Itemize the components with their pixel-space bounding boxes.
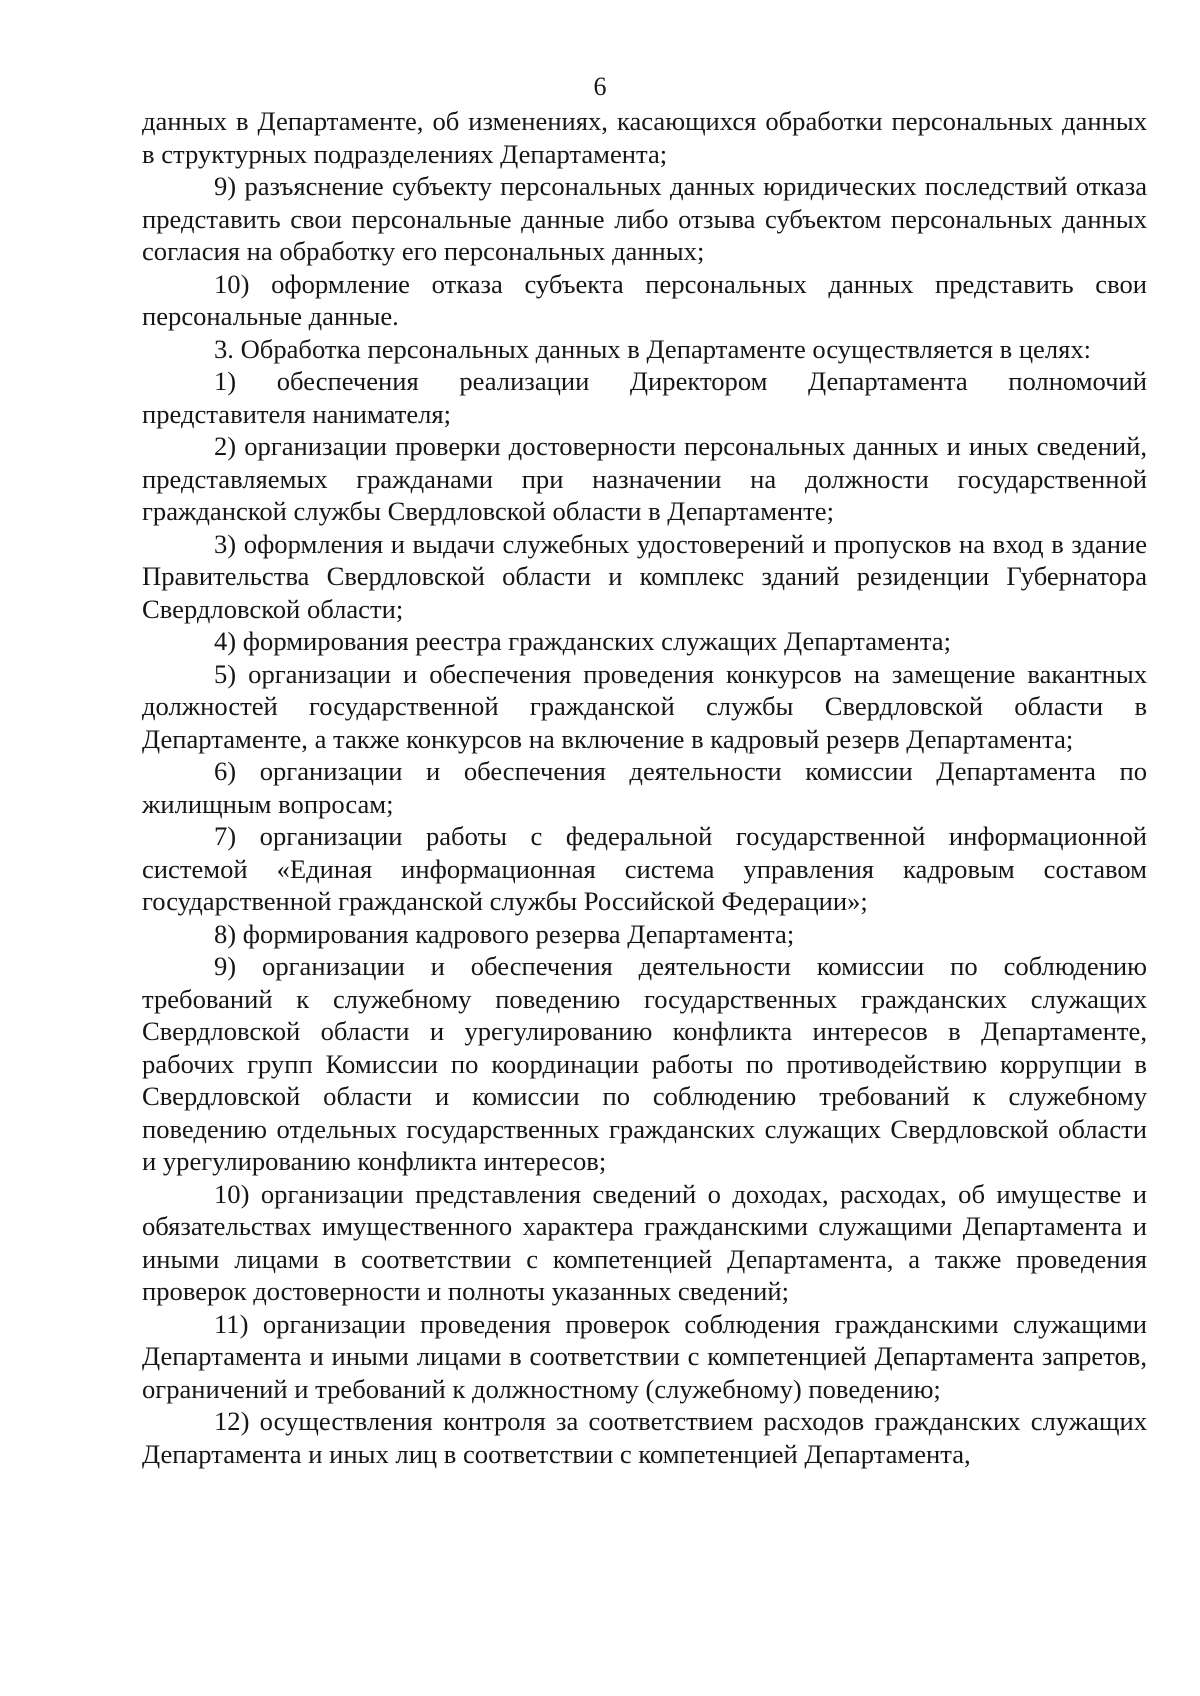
paragraph-purpose-4: 4) формирования реестра гражданских служащих Департамента;	[214, 626, 952, 656]
paragraph-section-3-heading: 3. Обработка персональных данных в Департаменте осуществляется в целях:	[214, 333, 1092, 364]
paragraph-item-9-explanation: 9) разъяснение субъекту персональных данных юридических последствий отказа представить свои персональные данные либо отзыва субъектом персональных данных согласия на обработку его персональных данных;	[142, 171, 1147, 266]
paragraph-purpose-10: 10) организации представления сведений о доходах, расходах, об имуществе и обязательствах имущественного характера гражданскими служащими Департамента и иными лицами в соответствии с компетенцией Департамента, а также проведения проверок достоверности и полноты указанных сведений;	[142, 1178, 1147, 1306]
page-number: 6	[593, 72, 607, 101]
paragraph-purpose-3: 3) оформления и выдачи служебных удостоверений и пропусков на вход в здание Правительства Свердловской области и комплекс зданий резиденции Губернатора Свердловской области;	[142, 528, 1147, 624]
paragraph-purpose-1: 1) обеспечения реализации Директором Департамента полномочий представителя нанимателя;	[142, 366, 1147, 429]
paragraph-purpose-6: 6) организации и обеспечения деятельности комиссии Департамента по жилищным вопросам;	[142, 756, 1147, 819]
paragraph-item-10-refusal: 10) оформление отказа субъекта персональных данных представить свои персональные данные.	[142, 268, 1147, 331]
paragraph-purpose-5: 5) организации и обеспечения проведения конкурсов на замещение вакантных должностей государственной гражданской службы Свердловской области в Департаменте, а также конкурсов на включение в кадровый резерв Департамента;	[142, 658, 1147, 754]
paragraph-purpose-11: 11) организации проведения проверок соблюдения гражданскими служащими Департамента и иными лицами в соответствии с компетенцией Департамента запретов, ограничений и требований к должностному (служебному) поведению;	[142, 1308, 1147, 1404]
paragraph-purpose-9: 9) организации и обеспечения деятельности комиссии по соблюдению требований к служебному поведению государственных гражданских служащих Свердловской области и урегулированию конфликта интересов в Департаменте, рабочих групп Комиссии по координации работы по противодействию коррупции в Свердловской области и комиссии по соблюдению требований к служебному поведению отдельных государственных гражданских служащих Свердловской области и урегулированию конфликта интересов;	[142, 951, 1147, 1176]
document-body	[142, 105, 1147, 1470]
paragraph-purpose-2: 2) организации проверки достоверности персональных данных и иных сведений, представляемых гражданами при назначении на должности государственной гражданской службы Свердловской области в Департаменте;	[142, 431, 1147, 526]
paragraph-purpose-8: 8) формирования кадрового резерва Департамента;	[214, 918, 795, 949]
paragraph-continuation: данных в Департаменте, об изменениях, касающихся обработки персональных данных в структурных подразделениях Департамента;	[142, 106, 1147, 169]
paragraph-purpose-7: 7) организации работы с федеральной государственной информационной системой «Единая информационная система управления кадровым составом государственной гражданской службы Российской Федерации»;	[142, 821, 1147, 916]
paragraph-purpose-12: 12) осуществления контроля за соответствием расходов гражданских служащих Департамента и иных лиц в соответствии с компетенцией Департамента,	[142, 1406, 1147, 1469]
